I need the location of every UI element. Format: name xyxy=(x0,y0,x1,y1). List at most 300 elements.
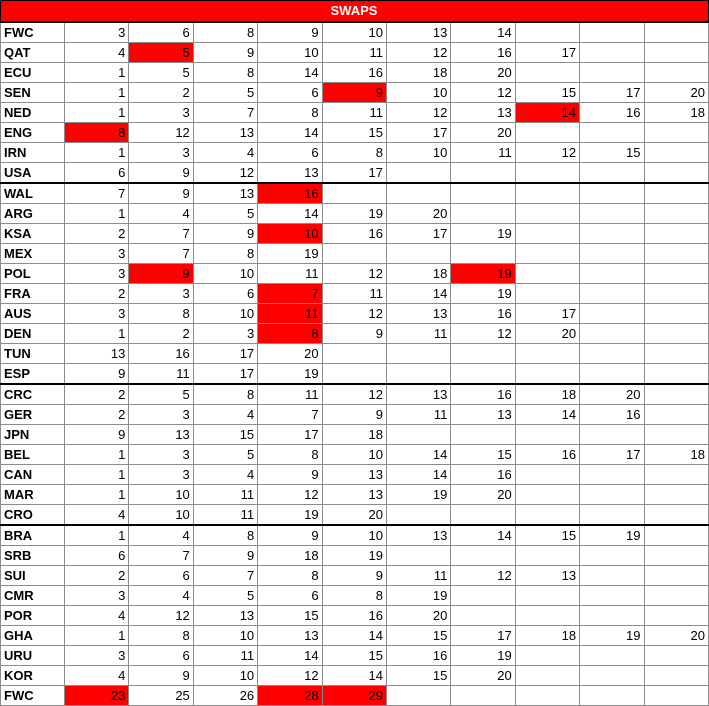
empty-cell[interactable] xyxy=(451,605,515,625)
value-cell[interactable]: 14 xyxy=(451,22,515,43)
value-cell[interactable]: 20 xyxy=(386,203,450,223)
empty-cell[interactable] xyxy=(580,203,644,223)
empty-cell[interactable] xyxy=(515,424,579,444)
value-cell[interactable]: 18 xyxy=(515,625,579,645)
value-cell[interactable]: 3 xyxy=(65,645,129,665)
empty-cell[interactable] xyxy=(580,665,644,685)
empty-cell[interactable] xyxy=(644,605,708,625)
empty-cell[interactable] xyxy=(322,243,386,263)
value-cell[interactable]: 11 xyxy=(129,363,193,384)
value-cell[interactable]: 20 xyxy=(644,82,708,102)
empty-cell[interactable] xyxy=(644,525,708,546)
empty-cell[interactable] xyxy=(580,223,644,243)
value-cell[interactable]: 13 xyxy=(451,404,515,424)
value-cell[interactable]: 13 xyxy=(193,183,257,204)
country-code-cell[interactable]: FWC xyxy=(1,22,65,43)
value-cell[interactable]: 18 xyxy=(258,545,322,565)
value-cell[interactable]: 8 xyxy=(193,384,257,405)
empty-cell[interactable] xyxy=(580,585,644,605)
value-cell[interactable]: 20 xyxy=(515,323,579,343)
value-cell[interactable]: 20 xyxy=(451,665,515,685)
empty-cell[interactable] xyxy=(515,464,579,484)
value-cell[interactable]: 17 xyxy=(515,42,579,62)
value-cell[interactable]: 8 xyxy=(129,303,193,323)
value-cell[interactable]: 16 xyxy=(129,343,193,363)
empty-cell[interactable] xyxy=(644,464,708,484)
value-cell[interactable]: 25 xyxy=(129,685,193,705)
value-cell[interactable]: 3 xyxy=(193,323,257,343)
empty-cell[interactable] xyxy=(451,183,515,204)
value-cell[interactable]: 11 xyxy=(193,645,257,665)
value-cell[interactable]: 17 xyxy=(386,223,450,243)
value-cell[interactable]: 1 xyxy=(65,464,129,484)
empty-cell[interactable] xyxy=(580,363,644,384)
value-cell[interactable]: 11 xyxy=(193,484,257,504)
empty-cell[interactable] xyxy=(515,484,579,504)
empty-cell[interactable] xyxy=(386,162,450,183)
value-cell[interactable]: 1 xyxy=(65,102,129,122)
value-cell[interactable]: 10 xyxy=(193,303,257,323)
empty-cell[interactable] xyxy=(451,162,515,183)
value-cell[interactable]: 11 xyxy=(258,384,322,405)
value-cell[interactable]: 20 xyxy=(386,605,450,625)
empty-cell[interactable] xyxy=(451,243,515,263)
value-cell[interactable]: 19 xyxy=(258,243,322,263)
empty-cell[interactable] xyxy=(580,243,644,263)
value-cell[interactable]: 10 xyxy=(129,504,193,525)
value-cell[interactable]: 10 xyxy=(193,665,257,685)
value-cell[interactable]: 15 xyxy=(451,444,515,464)
value-cell[interactable]: 11 xyxy=(322,102,386,122)
country-code-cell[interactable]: QAT xyxy=(1,42,65,62)
value-cell[interactable]: 9 xyxy=(193,545,257,565)
value-cell[interactable]: 2 xyxy=(65,283,129,303)
value-cell[interactable]: 14 xyxy=(451,525,515,546)
country-code-cell[interactable]: NED xyxy=(1,102,65,122)
value-cell[interactable]: 16 xyxy=(580,404,644,424)
value-cell[interactable]: 10 xyxy=(258,42,322,62)
empty-cell[interactable] xyxy=(580,22,644,43)
value-cell[interactable]: 8 xyxy=(193,22,257,43)
empty-cell[interactable] xyxy=(515,665,579,685)
value-cell[interactable]: 7 xyxy=(258,404,322,424)
value-cell[interactable]: 19 xyxy=(451,283,515,303)
value-cell[interactable]: 7 xyxy=(258,283,322,303)
value-cell[interactable]: 9 xyxy=(258,525,322,546)
value-cell[interactable]: 5 xyxy=(193,203,257,223)
empty-cell[interactable] xyxy=(644,42,708,62)
value-cell[interactable]: 3 xyxy=(129,102,193,122)
country-code-cell[interactable]: FRA xyxy=(1,283,65,303)
value-cell[interactable]: 11 xyxy=(193,504,257,525)
value-cell[interactable]: 4 xyxy=(65,42,129,62)
value-cell[interactable]: 7 xyxy=(65,183,129,204)
value-cell[interactable]: 1 xyxy=(65,444,129,464)
country-code-cell[interactable]: CRC xyxy=(1,384,65,405)
empty-cell[interactable] xyxy=(580,122,644,142)
value-cell[interactable]: 16 xyxy=(322,605,386,625)
empty-cell[interactable] xyxy=(580,263,644,283)
empty-cell[interactable] xyxy=(386,504,450,525)
value-cell[interactable]: 1 xyxy=(65,62,129,82)
empty-cell[interactable] xyxy=(515,243,579,263)
empty-cell[interactable] xyxy=(580,545,644,565)
value-cell[interactable]: 4 xyxy=(193,404,257,424)
value-cell[interactable]: 19 xyxy=(258,504,322,525)
country-code-cell[interactable]: ENG xyxy=(1,122,65,142)
empty-cell[interactable] xyxy=(644,685,708,705)
value-cell[interactable]: 17 xyxy=(386,122,450,142)
value-cell[interactable]: 17 xyxy=(580,444,644,464)
country-code-cell[interactable]: AUS xyxy=(1,303,65,323)
empty-cell[interactable] xyxy=(515,685,579,705)
value-cell[interactable]: 13 xyxy=(193,605,257,625)
value-cell[interactable]: 9 xyxy=(193,42,257,62)
empty-cell[interactable] xyxy=(644,183,708,204)
value-cell[interactable]: 15 xyxy=(322,645,386,665)
value-cell[interactable]: 15 xyxy=(515,525,579,546)
value-cell[interactable]: 12 xyxy=(451,565,515,585)
value-cell[interactable]: 7 xyxy=(129,243,193,263)
value-cell[interactable]: 10 xyxy=(386,142,450,162)
value-cell[interactable]: 16 xyxy=(515,444,579,464)
value-cell[interactable]: 14 xyxy=(386,283,450,303)
value-cell[interactable]: 14 xyxy=(258,62,322,82)
empty-cell[interactable] xyxy=(515,605,579,625)
value-cell[interactable]: 4 xyxy=(129,585,193,605)
empty-cell[interactable] xyxy=(644,384,708,405)
country-code-cell[interactable]: POL xyxy=(1,263,65,283)
empty-cell[interactable] xyxy=(451,545,515,565)
empty-cell[interactable] xyxy=(644,22,708,43)
empty-cell[interactable] xyxy=(386,685,450,705)
country-code-cell[interactable]: FWC xyxy=(1,685,65,705)
country-code-cell[interactable]: BRA xyxy=(1,525,65,546)
empty-cell[interactable] xyxy=(580,62,644,82)
value-cell[interactable]: 5 xyxy=(129,384,193,405)
value-cell[interactable]: 12 xyxy=(386,42,450,62)
empty-cell[interactable] xyxy=(580,605,644,625)
value-cell[interactable]: 8 xyxy=(322,585,386,605)
value-cell[interactable]: 8 xyxy=(258,323,322,343)
country-code-cell[interactable]: KOR xyxy=(1,665,65,685)
value-cell[interactable]: 19 xyxy=(580,625,644,645)
value-cell[interactable]: 9 xyxy=(129,665,193,685)
value-cell[interactable]: 20 xyxy=(322,504,386,525)
empty-cell[interactable] xyxy=(451,685,515,705)
value-cell[interactable]: 8 xyxy=(129,625,193,645)
value-cell[interactable]: 6 xyxy=(258,585,322,605)
empty-cell[interactable] xyxy=(644,203,708,223)
country-code-cell[interactable]: BEL xyxy=(1,444,65,464)
value-cell[interactable]: 14 xyxy=(322,625,386,645)
value-cell[interactable]: 5 xyxy=(193,585,257,605)
value-cell[interactable]: 11 xyxy=(386,404,450,424)
value-cell[interactable]: 7 xyxy=(193,565,257,585)
value-cell[interactable]: 8 xyxy=(258,444,322,464)
value-cell[interactable]: 9 xyxy=(193,223,257,243)
empty-cell[interactable] xyxy=(386,343,450,363)
country-code-cell[interactable]: ECU xyxy=(1,62,65,82)
country-code-cell[interactable]: URU xyxy=(1,645,65,665)
value-cell[interactable]: 9 xyxy=(258,464,322,484)
value-cell[interactable]: 13 xyxy=(65,343,129,363)
value-cell[interactable]: 17 xyxy=(451,625,515,645)
value-cell[interactable]: 6 xyxy=(193,283,257,303)
value-cell[interactable]: 12 xyxy=(258,484,322,504)
country-code-cell[interactable]: JPN xyxy=(1,424,65,444)
value-cell[interactable]: 20 xyxy=(451,122,515,142)
value-cell[interactable]: 20 xyxy=(451,62,515,82)
value-cell[interactable]: 13 xyxy=(451,102,515,122)
value-cell[interactable]: 9 xyxy=(322,82,386,102)
empty-cell[interactable] xyxy=(644,303,708,323)
empty-cell[interactable] xyxy=(515,162,579,183)
value-cell[interactable]: 17 xyxy=(193,363,257,384)
value-cell[interactable]: 1 xyxy=(65,82,129,102)
value-cell[interactable]: 2 xyxy=(129,82,193,102)
value-cell[interactable]: 18 xyxy=(322,424,386,444)
value-cell[interactable]: 19 xyxy=(451,645,515,665)
country-code-cell[interactable]: CAN xyxy=(1,464,65,484)
empty-cell[interactable] xyxy=(644,62,708,82)
value-cell[interactable]: 12 xyxy=(258,665,322,685)
value-cell[interactable]: 13 xyxy=(515,565,579,585)
empty-cell[interactable] xyxy=(580,464,644,484)
empty-cell[interactable] xyxy=(580,303,644,323)
value-cell[interactable]: 19 xyxy=(451,223,515,243)
value-cell[interactable]: 15 xyxy=(515,82,579,102)
country-code-cell[interactable]: TUN xyxy=(1,343,65,363)
value-cell[interactable]: 3 xyxy=(129,464,193,484)
value-cell[interactable]: 1 xyxy=(65,203,129,223)
empty-cell[interactable] xyxy=(386,545,450,565)
empty-cell[interactable] xyxy=(386,243,450,263)
value-cell[interactable]: 6 xyxy=(65,545,129,565)
empty-cell[interactable] xyxy=(644,645,708,665)
value-cell[interactable]: 3 xyxy=(129,404,193,424)
empty-cell[interactable] xyxy=(515,223,579,243)
empty-cell[interactable] xyxy=(644,343,708,363)
value-cell[interactable]: 2 xyxy=(65,404,129,424)
value-cell[interactable]: 26 xyxy=(193,685,257,705)
value-cell[interactable]: 4 xyxy=(65,605,129,625)
value-cell[interactable]: 17 xyxy=(193,343,257,363)
value-cell[interactable]: 13 xyxy=(322,464,386,484)
value-cell[interactable]: 3 xyxy=(129,444,193,464)
value-cell[interactable]: 10 xyxy=(322,22,386,43)
value-cell[interactable]: 6 xyxy=(129,645,193,665)
value-cell[interactable]: 14 xyxy=(258,203,322,223)
empty-cell[interactable] xyxy=(386,183,450,204)
empty-cell[interactable] xyxy=(644,484,708,504)
value-cell[interactable]: 17 xyxy=(580,82,644,102)
value-cell[interactable]: 11 xyxy=(386,565,450,585)
value-cell[interactable]: 1 xyxy=(65,625,129,645)
value-cell[interactable]: 11 xyxy=(258,263,322,283)
value-cell[interactable]: 3 xyxy=(129,283,193,303)
empty-cell[interactable] xyxy=(644,504,708,525)
value-cell[interactable]: 20 xyxy=(644,625,708,645)
empty-cell[interactable] xyxy=(580,484,644,504)
value-cell[interactable]: 4 xyxy=(65,665,129,685)
value-cell[interactable]: 17 xyxy=(322,162,386,183)
value-cell[interactable]: 8 xyxy=(322,142,386,162)
empty-cell[interactable] xyxy=(386,363,450,384)
value-cell[interactable]: 10 xyxy=(193,625,257,645)
value-cell[interactable]: 20 xyxy=(258,343,322,363)
empty-cell[interactable] xyxy=(644,263,708,283)
value-cell[interactable]: 7 xyxy=(129,223,193,243)
country-code-cell[interactable]: SUI xyxy=(1,565,65,585)
value-cell[interactable]: 6 xyxy=(258,82,322,102)
value-cell[interactable]: 13 xyxy=(386,22,450,43)
empty-cell[interactable] xyxy=(515,585,579,605)
value-cell[interactable]: 13 xyxy=(386,303,450,323)
value-cell[interactable]: 18 xyxy=(386,62,450,82)
value-cell[interactable]: 10 xyxy=(386,82,450,102)
value-cell[interactable]: 16 xyxy=(451,303,515,323)
value-cell[interactable]: 3 xyxy=(65,303,129,323)
country-code-cell[interactable]: SEN xyxy=(1,82,65,102)
value-cell[interactable]: 1 xyxy=(65,323,129,343)
empty-cell[interactable] xyxy=(644,223,708,243)
empty-cell[interactable] xyxy=(580,323,644,343)
value-cell[interactable]: 15 xyxy=(386,625,450,645)
value-cell[interactable]: 3 xyxy=(65,585,129,605)
country-code-cell[interactable]: ESP xyxy=(1,363,65,384)
value-cell[interactable]: 13 xyxy=(258,162,322,183)
value-cell[interactable]: 12 xyxy=(322,303,386,323)
value-cell[interactable]: 13 xyxy=(386,384,450,405)
value-cell[interactable]: 18 xyxy=(386,263,450,283)
value-cell[interactable]: 16 xyxy=(451,464,515,484)
country-code-cell[interactable]: DEN xyxy=(1,323,65,343)
value-cell[interactable]: 12 xyxy=(451,82,515,102)
value-cell[interactable]: 19 xyxy=(580,525,644,546)
country-code-cell[interactable]: KSA xyxy=(1,223,65,243)
value-cell[interactable]: 9 xyxy=(322,323,386,343)
value-cell[interactable]: 18 xyxy=(644,444,708,464)
value-cell[interactable]: 4 xyxy=(193,464,257,484)
value-cell[interactable]: 16 xyxy=(451,384,515,405)
value-cell[interactable]: 4 xyxy=(129,203,193,223)
empty-cell[interactable] xyxy=(451,343,515,363)
empty-cell[interactable] xyxy=(644,142,708,162)
empty-cell[interactable] xyxy=(322,363,386,384)
value-cell[interactable]: 16 xyxy=(258,183,322,204)
empty-cell[interactable] xyxy=(515,203,579,223)
value-cell[interactable]: 7 xyxy=(193,102,257,122)
value-cell[interactable]: 8 xyxy=(193,525,257,546)
value-cell[interactable]: 1 xyxy=(65,142,129,162)
value-cell[interactable]: 12 xyxy=(386,102,450,122)
value-cell[interactable]: 9 xyxy=(258,22,322,43)
country-code-cell[interactable]: MEX xyxy=(1,243,65,263)
value-cell[interactable]: 13 xyxy=(193,122,257,142)
empty-cell[interactable] xyxy=(515,62,579,82)
empty-cell[interactable] xyxy=(644,363,708,384)
value-cell[interactable]: 19 xyxy=(322,203,386,223)
empty-cell[interactable] xyxy=(515,122,579,142)
value-cell[interactable]: 14 xyxy=(515,102,579,122)
value-cell[interactable]: 10 xyxy=(193,263,257,283)
empty-cell[interactable] xyxy=(451,504,515,525)
value-cell[interactable]: 19 xyxy=(322,545,386,565)
value-cell[interactable]: 1 xyxy=(65,484,129,504)
empty-cell[interactable] xyxy=(644,283,708,303)
value-cell[interactable]: 15 xyxy=(258,605,322,625)
country-code-cell[interactable]: GHA xyxy=(1,625,65,645)
value-cell[interactable]: 8 xyxy=(258,102,322,122)
value-cell[interactable]: 19 xyxy=(258,363,322,384)
country-code-cell[interactable]: CMR xyxy=(1,585,65,605)
value-cell[interactable]: 14 xyxy=(322,665,386,685)
value-cell[interactable]: 19 xyxy=(386,585,450,605)
value-cell[interactable]: 13 xyxy=(322,484,386,504)
value-cell[interactable]: 2 xyxy=(129,323,193,343)
empty-cell[interactable] xyxy=(515,263,579,283)
empty-cell[interactable] xyxy=(644,585,708,605)
value-cell[interactable]: 7 xyxy=(129,545,193,565)
empty-cell[interactable] xyxy=(644,122,708,142)
value-cell[interactable]: 8 xyxy=(193,243,257,263)
value-cell[interactable]: 9 xyxy=(129,162,193,183)
empty-cell[interactable] xyxy=(644,545,708,565)
value-cell[interactable]: 16 xyxy=(451,42,515,62)
value-cell[interactable]: 13 xyxy=(129,424,193,444)
value-cell[interactable]: 12 xyxy=(129,122,193,142)
value-cell[interactable]: 15 xyxy=(322,122,386,142)
value-cell[interactable]: 12 xyxy=(193,162,257,183)
value-cell[interactable]: 13 xyxy=(386,525,450,546)
value-cell[interactable]: 28 xyxy=(258,685,322,705)
value-cell[interactable]: 2 xyxy=(65,384,129,405)
empty-cell[interactable] xyxy=(580,42,644,62)
value-cell[interactable]: 18 xyxy=(644,102,708,122)
value-cell[interactable]: 12 xyxy=(451,323,515,343)
country-code-cell[interactable]: CRO xyxy=(1,504,65,525)
value-cell[interactable]: 11 xyxy=(451,142,515,162)
value-cell[interactable]: 10 xyxy=(258,223,322,243)
empty-cell[interactable] xyxy=(515,183,579,204)
empty-cell[interactable] xyxy=(644,565,708,585)
value-cell[interactable]: 10 xyxy=(322,525,386,546)
empty-cell[interactable] xyxy=(515,545,579,565)
value-cell[interactable]: 20 xyxy=(580,384,644,405)
empty-cell[interactable] xyxy=(515,504,579,525)
empty-cell[interactable] xyxy=(580,504,644,525)
value-cell[interactable]: 5 xyxy=(129,62,193,82)
value-cell[interactable]: 23 xyxy=(65,685,129,705)
value-cell[interactable]: 13 xyxy=(258,625,322,645)
value-cell[interactable]: 14 xyxy=(386,464,450,484)
empty-cell[interactable] xyxy=(580,283,644,303)
empty-cell[interactable] xyxy=(386,424,450,444)
value-cell[interactable]: 14 xyxy=(258,122,322,142)
empty-cell[interactable] xyxy=(580,645,644,665)
value-cell[interactable]: 14 xyxy=(258,645,322,665)
empty-cell[interactable] xyxy=(515,343,579,363)
value-cell[interactable]: 9 xyxy=(129,183,193,204)
country-code-cell[interactable]: POR xyxy=(1,605,65,625)
empty-cell[interactable] xyxy=(451,424,515,444)
value-cell[interactable]: 1 xyxy=(65,525,129,546)
value-cell[interactable]: 6 xyxy=(65,162,129,183)
value-cell[interactable]: 12 xyxy=(322,263,386,283)
value-cell[interactable]: 10 xyxy=(322,444,386,464)
value-cell[interactable]: 4 xyxy=(129,525,193,546)
